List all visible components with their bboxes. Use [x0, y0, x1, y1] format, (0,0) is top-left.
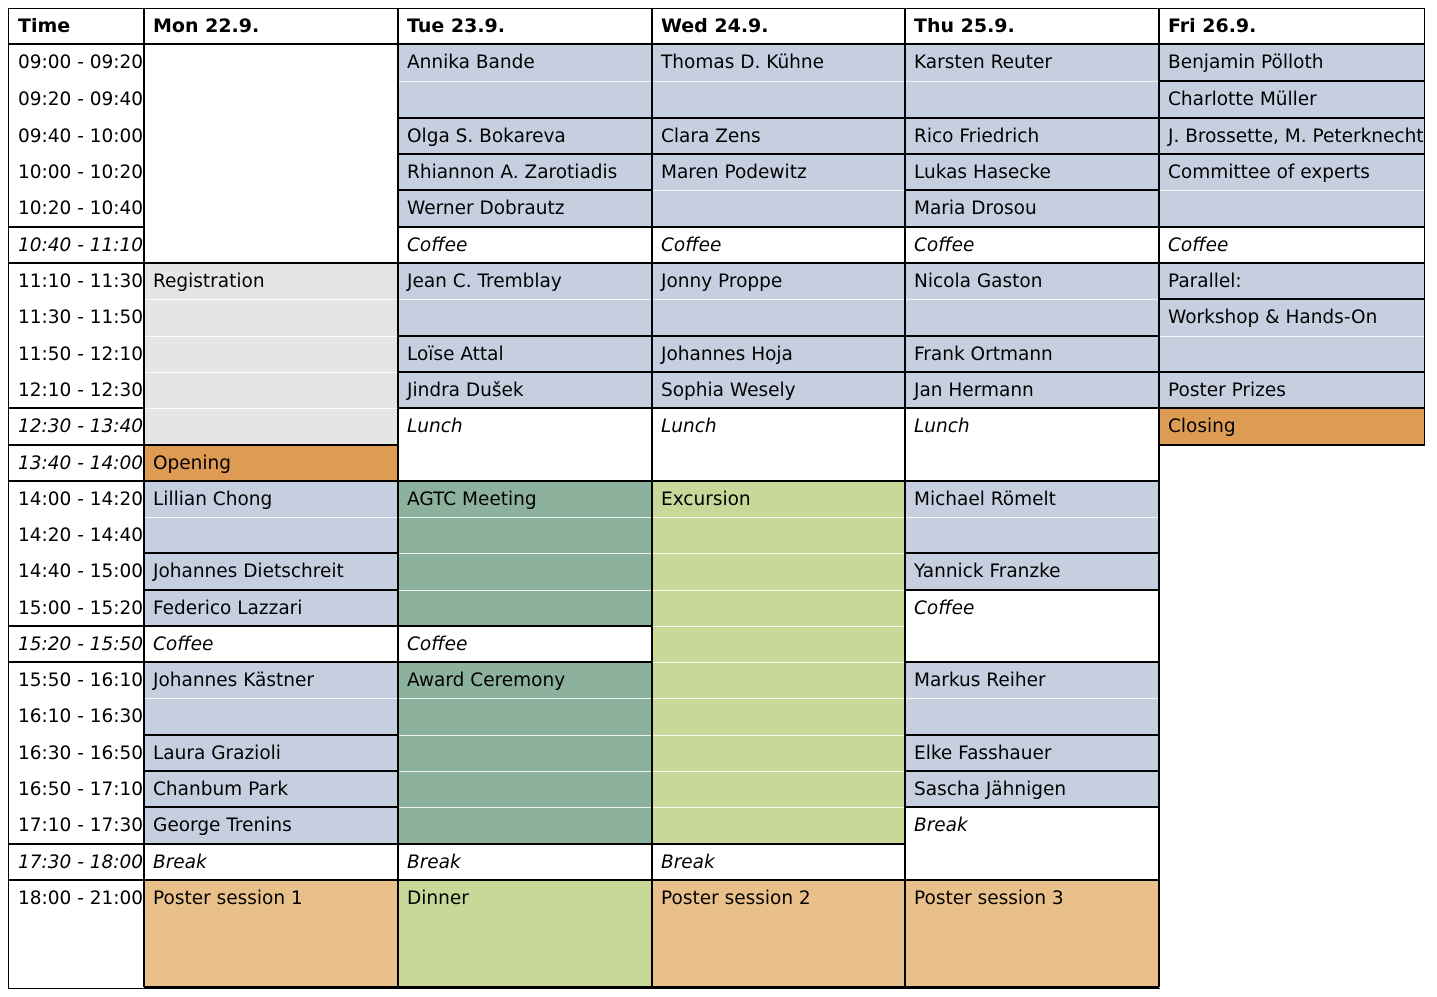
header-day-wed: Wed 24.9.: [661, 15, 769, 37]
session-cell: Thomas D. Kühne: [652, 44, 905, 118]
row-divider: [144, 336, 398, 337]
schedule-break: Lunch: [905, 408, 1159, 481]
time-slot: 14:00 - 14:20: [18, 489, 144, 510]
time-slot: 10:40 - 11:10: [18, 235, 144, 256]
row-divider: [652, 771, 905, 772]
row-divider: [652, 698, 905, 699]
schedule-break: Break: [144, 844, 398, 880]
session-cell: Maren Podewitz: [652, 154, 905, 227]
schedule-break: Lunch: [652, 408, 905, 481]
session-cell: Rico Friedrich: [905, 118, 1159, 154]
session-cell: Nicola Gaston: [905, 263, 1159, 336]
session-cell: Karsten Reuter: [905, 44, 1159, 118]
schedule-break: Lunch: [398, 408, 652, 481]
schedule-break: Break: [905, 807, 1159, 880]
session-cell: AGTC Meeting: [398, 481, 652, 626]
time-slot: 15:00 - 15:20: [18, 598, 144, 619]
row-divider: [652, 735, 905, 736]
header-day-mon: Mon 22.9.: [153, 15, 260, 37]
session-cell: Jan Hermann: [905, 372, 1159, 408]
schedule-break: Break: [398, 844, 652, 880]
session-cell: Charlotte Müller: [1159, 81, 1424, 118]
session-cell: Yannick Franzke: [905, 553, 1159, 590]
time-slot: 14:20 - 14:40: [18, 525, 144, 546]
time-slot: 12:30 - 13:40: [18, 416, 144, 437]
session-cell: Chanbum Park: [144, 771, 398, 807]
schedule-break: Coffee: [652, 227, 905, 263]
row-divider: [144, 517, 398, 518]
time-slot: 16:30 - 16:50: [18, 743, 144, 764]
row-divider: [398, 807, 652, 808]
empty-slot: [1159, 445, 1424, 987]
session-cell: Parallel:: [1159, 263, 1424, 299]
row-divider: [652, 553, 905, 554]
row-divider: [905, 81, 1159, 82]
session-cell: Maria Drosou: [905, 190, 1159, 227]
session-cell: Loïse Attal: [398, 336, 652, 372]
empty-slot: [144, 44, 398, 263]
session-cell: Opening: [144, 445, 398, 481]
time-slot: 17:10 - 17:30: [18, 815, 144, 836]
time-slot: 16:10 - 16:30: [18, 706, 144, 727]
time-slot: 09:00 - 09:20: [18, 52, 144, 73]
session-cell: Poster session 1: [144, 880, 398, 987]
row-divider: [144, 299, 398, 300]
schedule-break: Coffee: [905, 590, 1159, 662]
row-divider: [398, 553, 652, 554]
time-slot: 14:40 - 15:00: [18, 561, 144, 582]
time-slot: 10:00 - 10:20: [18, 162, 144, 183]
session-cell: Poster session 3: [905, 880, 1159, 987]
time-slot: 16:50 - 17:10: [18, 779, 144, 800]
session-cell: Closing: [1159, 408, 1424, 445]
row-divider: [652, 190, 905, 191]
border-cover: [1423, 446, 1427, 991]
session-cell: Jean C. Tremblay: [398, 263, 652, 336]
time-slot: 18:00 - 21:00: [18, 888, 144, 909]
time-slot: 09:20 - 09:40: [18, 89, 144, 110]
time-slot: 11:10 - 11:30: [18, 271, 144, 292]
time-slot: 10:20 - 10:40: [18, 198, 144, 219]
time-slot: 09:40 - 10:00: [18, 126, 144, 147]
session-cell: Laura Grazioli: [144, 735, 398, 771]
time-slot: 15:50 - 16:10: [18, 670, 144, 691]
time-slot: 17:30 - 18:00: [18, 852, 144, 873]
session-cell: Michael Römelt: [905, 481, 1159, 553]
schedule-break: Coffee: [905, 227, 1159, 263]
row-divider: [398, 771, 652, 772]
header-day-tue: Tue 23.9.: [407, 15, 505, 37]
session-cell: Poster Prizes: [1159, 372, 1424, 408]
session-cell: J. Brossette, M. Peterknecht: [1159, 118, 1424, 154]
session-cell: Benjamin Pölloth: [1159, 44, 1424, 81]
session-cell: Poster session 2: [652, 880, 905, 987]
row-divider: [652, 517, 905, 518]
session-cell: George Trenins: [144, 807, 398, 844]
session-cell: Lillian Chong: [144, 481, 398, 553]
session-cell: Johannes Kästner: [144, 662, 398, 735]
session-cell: Olga S. Bokareva: [398, 118, 652, 154]
session-cell: Lukas Hasecke: [905, 154, 1159, 190]
row-divider: [144, 408, 398, 409]
row-divider: [398, 299, 652, 300]
session-cell: Rhiannon A. Zarotiadis: [398, 154, 652, 190]
header-day-thu: Thu 25.9.: [914, 15, 1015, 37]
schedule-break: Coffee: [144, 626, 398, 662]
session-cell: Sophia Wesely: [652, 372, 905, 408]
session-cell: Elke Fasshauer: [905, 735, 1159, 771]
schedule-break: Coffee: [398, 227, 652, 263]
row-divider: [652, 299, 905, 300]
session-cell: Johannes Hoja: [652, 336, 905, 372]
session-cell: Frank Ortmann: [905, 336, 1159, 372]
session-cell: Annika Bande: [398, 44, 652, 118]
row-divider: [905, 698, 1159, 699]
row-divider: [398, 517, 652, 518]
session-cell: Federico Lazzari: [144, 590, 398, 626]
session-cell: Committee of experts: [1159, 154, 1424, 227]
session-cell: Werner Dobrautz: [398, 190, 652, 227]
time-slot: 15:20 - 15:50: [18, 634, 144, 655]
session-cell: Johannes Dietschreit: [144, 553, 398, 590]
session-cell: Markus Reiher: [905, 662, 1159, 735]
header-time: Time: [18, 15, 71, 37]
row-divider: [652, 81, 905, 82]
row-divider: [905, 299, 1159, 300]
session-cell: Clara Zens: [652, 118, 905, 154]
time-slot: 11:30 - 11:50: [18, 307, 144, 328]
row-divider: [398, 81, 652, 82]
schedule-break: Coffee: [1159, 227, 1424, 263]
row-divider: [144, 698, 398, 699]
row-divider: [905, 517, 1159, 518]
row-divider: [652, 590, 905, 591]
row-divider: [652, 662, 905, 663]
time-slot: 13:40 - 14:00: [18, 453, 144, 474]
border-cover: [1160, 986, 1428, 992]
row-divider: [652, 807, 905, 808]
row-divider: [398, 590, 652, 591]
row-divider: [1159, 190, 1424, 191]
session-cell: Sascha Jähnigen: [905, 771, 1159, 807]
row-divider: [652, 626, 905, 627]
time-slot: 11:50 - 12:10: [18, 344, 144, 365]
session-cell: Excursion: [652, 481, 905, 844]
schedule-break: Break: [652, 844, 905, 880]
schedule-break: Coffee: [398, 626, 652, 662]
row-divider: [398, 735, 652, 736]
session-cell: Dinner: [398, 880, 652, 987]
header-day-fri: Fri 26.9.: [1168, 15, 1257, 37]
row-divider: [1159, 336, 1424, 337]
row-divider: [144, 372, 398, 373]
session-cell: Registration: [144, 263, 398, 445]
session-cell: Jindra Dušek: [398, 372, 652, 408]
session-cell: Jonny Proppe: [652, 263, 905, 336]
row-divider: [398, 698, 652, 699]
session-cell: Award Ceremony: [398, 662, 652, 844]
session-cell: Workshop & Hands-On: [1159, 299, 1424, 372]
time-slot: 12:10 - 12:30: [18, 380, 144, 401]
